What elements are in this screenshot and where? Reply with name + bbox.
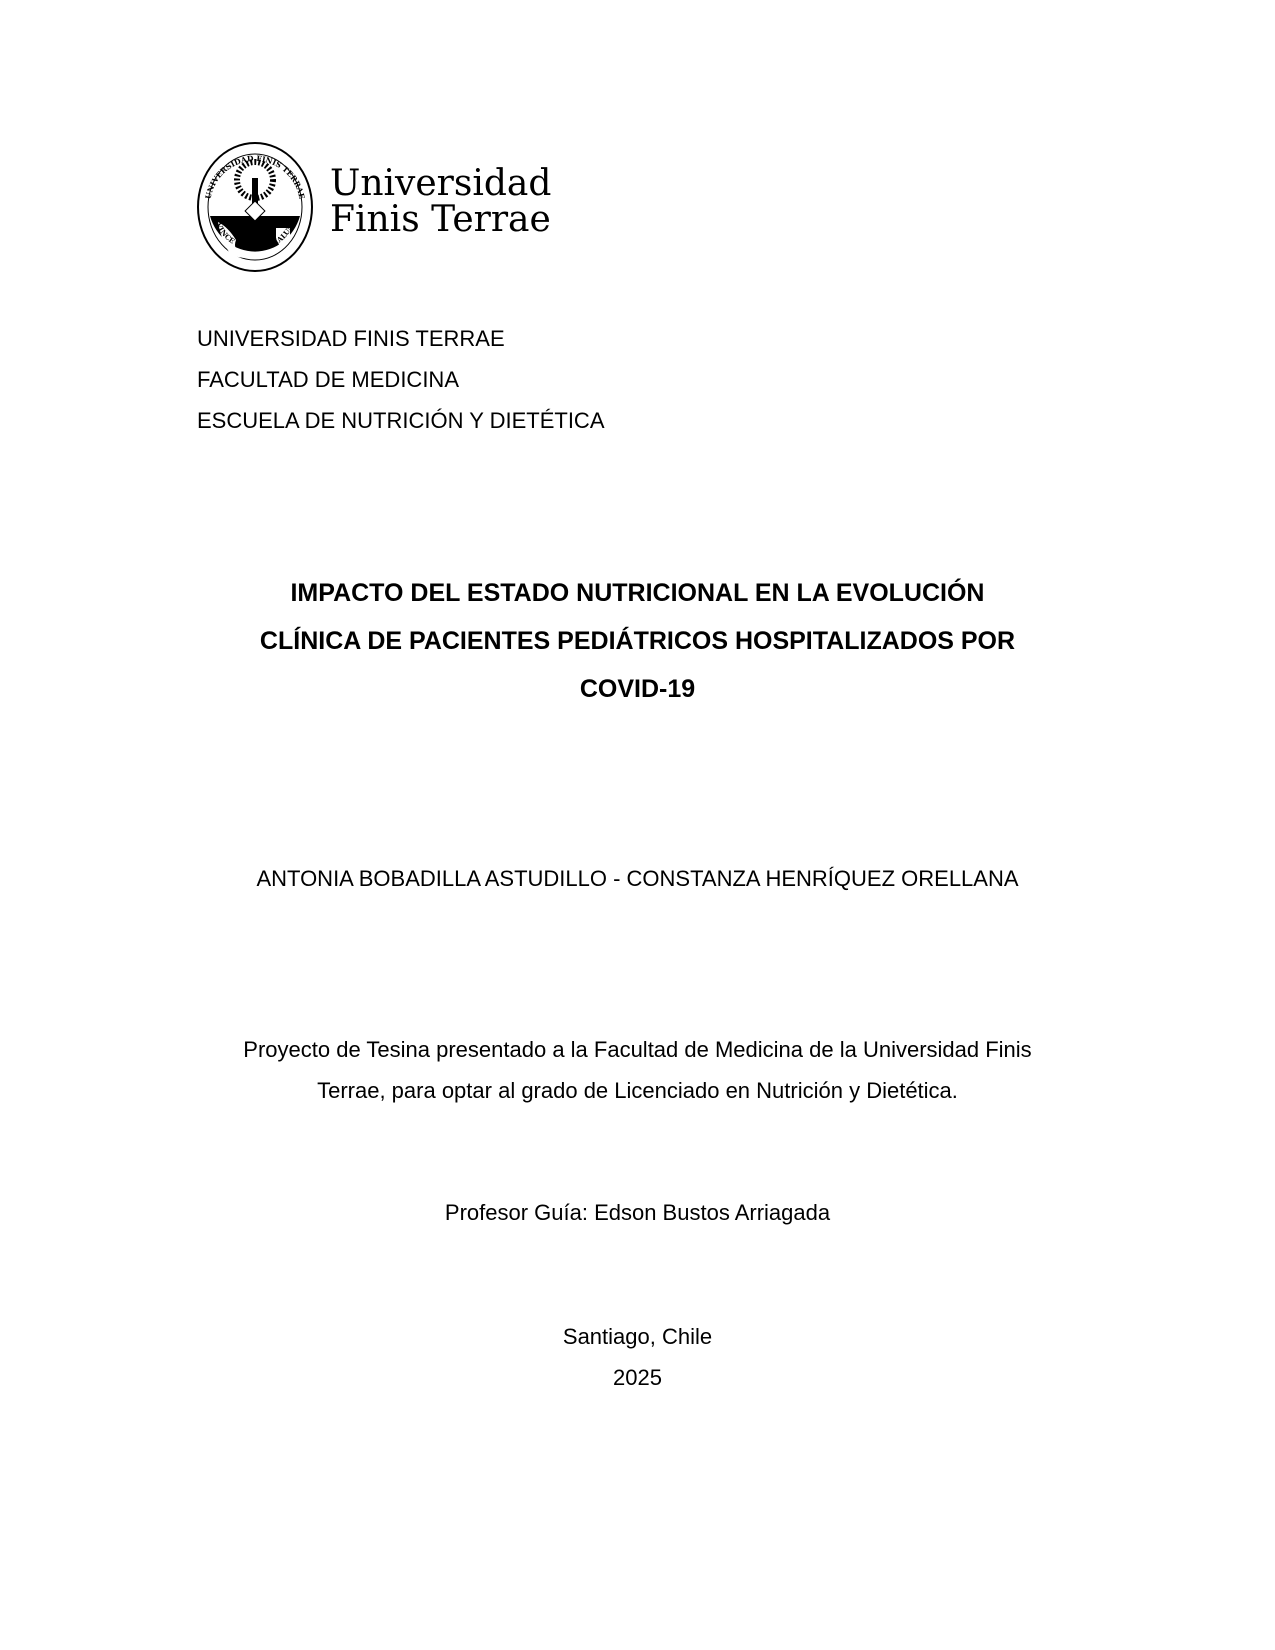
- authors: ANTONIA BOBADILLA ASTUDILLO - CONSTANZA HENRÍQUEZ ORELLANA: [256, 866, 1019, 891]
- place: Santiago, Chile: [562, 1324, 713, 1349]
- year: 2025: [613, 1365, 662, 1390]
- faculty-name: FACULTAD DE MEDICINA: [197, 367, 459, 392]
- svg-text:VINCE IN BONO MALUM: VINCE IN BONO MALUM: [214, 220, 296, 253]
- thesis-title-line1: IMPACTO DEL ESTADO NUTRICIONAL EN LA EVOLUCIÓN: [290, 579, 985, 607]
- advisor: Profesor Guía: Edson Bustos Arriagada: [444, 1200, 831, 1225]
- university-name: UNIVERSIDAD FINIS TERRAE: [197, 326, 505, 351]
- svg-text:UNIVERSIDAD FINIS TERRAE: UNIVERSIDAD FINIS TERRAE: [203, 153, 307, 200]
- university-seal-logo: [196, 140, 314, 274]
- description-line2: Terrae, para optar al grado de Licenciado en Nutrición y Dietética.: [317, 1078, 958, 1103]
- logo-name-line1: Universidad: [330, 163, 552, 204]
- school-name: ESCUELA DE NUTRICIÓN Y DIETÉTICA: [197, 408, 605, 433]
- thesis-title-line2: CLÍNICA DE PACIENTES PEDIÁTRICOS HOSPITALIZADOS POR: [259, 627, 1016, 655]
- description-line1: Proyecto de Tesina presentado a la Facultad de Medicina de la Universidad Finis: [243, 1037, 1032, 1062]
- logo-name-line2: Finis Terrae: [330, 199, 551, 240]
- thesis-title-line3: COVID-19: [579, 675, 696, 703]
